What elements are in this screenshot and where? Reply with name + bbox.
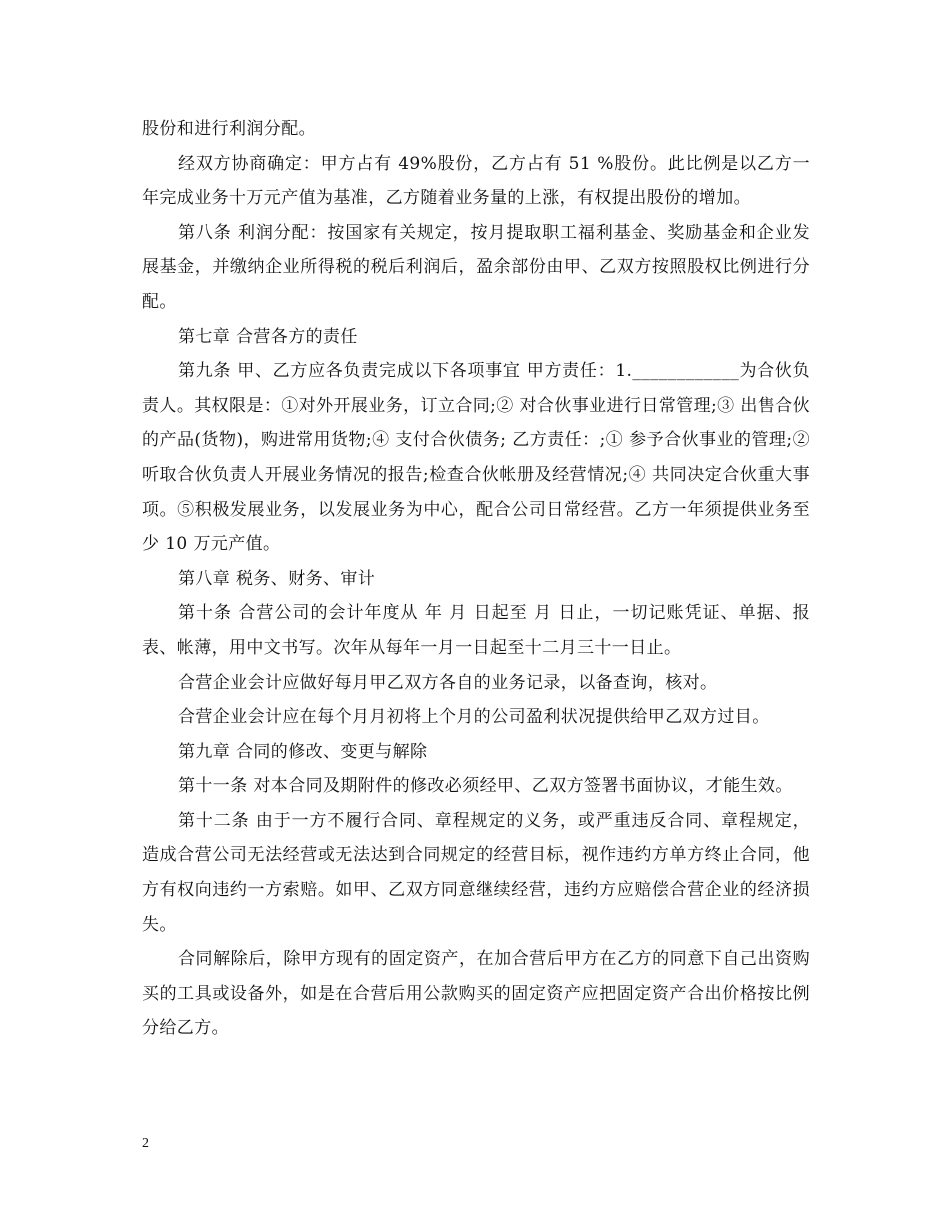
paragraph: 合同解除后，除甲方现有的固定资产，在加合营后甲方在乙方的同意下自己出资购买的工具或设备外，如是在合营后用公款购买的固定资产应把固定资产合出价格按比例分给乙方。 xyxy=(142,949,810,1039)
paragraph: 第十一条 对本合同及期附件的修改必须经甲、乙双方签署书面协议，才能生效。 xyxy=(178,776,793,797)
paragraph: 第八条 利润分配：按国家有关规定，按月提取职工福利基金、奖励基金和企业发展基金，并缴纳企业所得税的税后利润后，盈余部份由甲、乙双方按照股权比例进行分配。 xyxy=(142,222,810,312)
paragraph: 股份和进行利润分配。 xyxy=(142,119,316,139)
document-body xyxy=(142,112,810,1046)
paragraph: 第九章 合同的修改、变更与解除 xyxy=(178,741,428,762)
paragraph: 第九条 甲、乙方应各负责完成以下各项事宜 甲方责任：1.____________为合伙负责人。其权限是：①对外开展业务，订立合同;② 对合伙事业进行日常管理;③ 出售合伙的产品(货物)，购进常用货物;④ 支付合伙债务; 乙方责任：;① 参予合伙事业的管理;② 听取合伙负责人开展业务情况的报告;检查合伙帐册及经营情况;④ 共同决定合伙重大事项。⑤积极发展业务，以发展业务为中心，配合公司日常经营。乙方一年须提供业务至少 10 万元产值。 xyxy=(142,361,810,555)
paragraph: 经双方协商确定：甲方占有 49%股份，乙方占有 51 %股份。此比例是以乙方一年完成业务十万元产值为基准，乙方随着业务量的上涨，有权提出股份的增加。 xyxy=(142,153,810,209)
paragraph: 第七章 合营各方的责任 xyxy=(178,326,358,347)
paragraph: 第十条 合营公司的会计年度从 年 月 日起至 月 日止，一切记账凭证、单据、报表、帐薄，用中文书写。次年从每年一月一日起至十二月三十一日止。 xyxy=(142,603,810,658)
paragraph: 合营企业会计应在每个月月初将上个月的公司盈利状况提供给甲乙双方过目。 xyxy=(178,707,770,728)
paragraph: 第八章 税务、财务、审计 xyxy=(178,568,376,589)
page-number: 2 xyxy=(142,1136,149,1151)
paragraph: 第十二条 由于一方不履行合同、章程规定的义务，或严重违反合同、章程规定，造成合营公司无法经营或无法达到合同规定的经营目标，视作违约方单方终止合同，他方有权向违约一方索赔。如甲、乙双方同意继续经营，违约方应赔偿合营企业的经济损失。 xyxy=(142,810,810,935)
paragraph: 合营企业会计应做好每月甲乙双方各自的业务记录，以备查询，核对。 xyxy=(178,672,718,693)
